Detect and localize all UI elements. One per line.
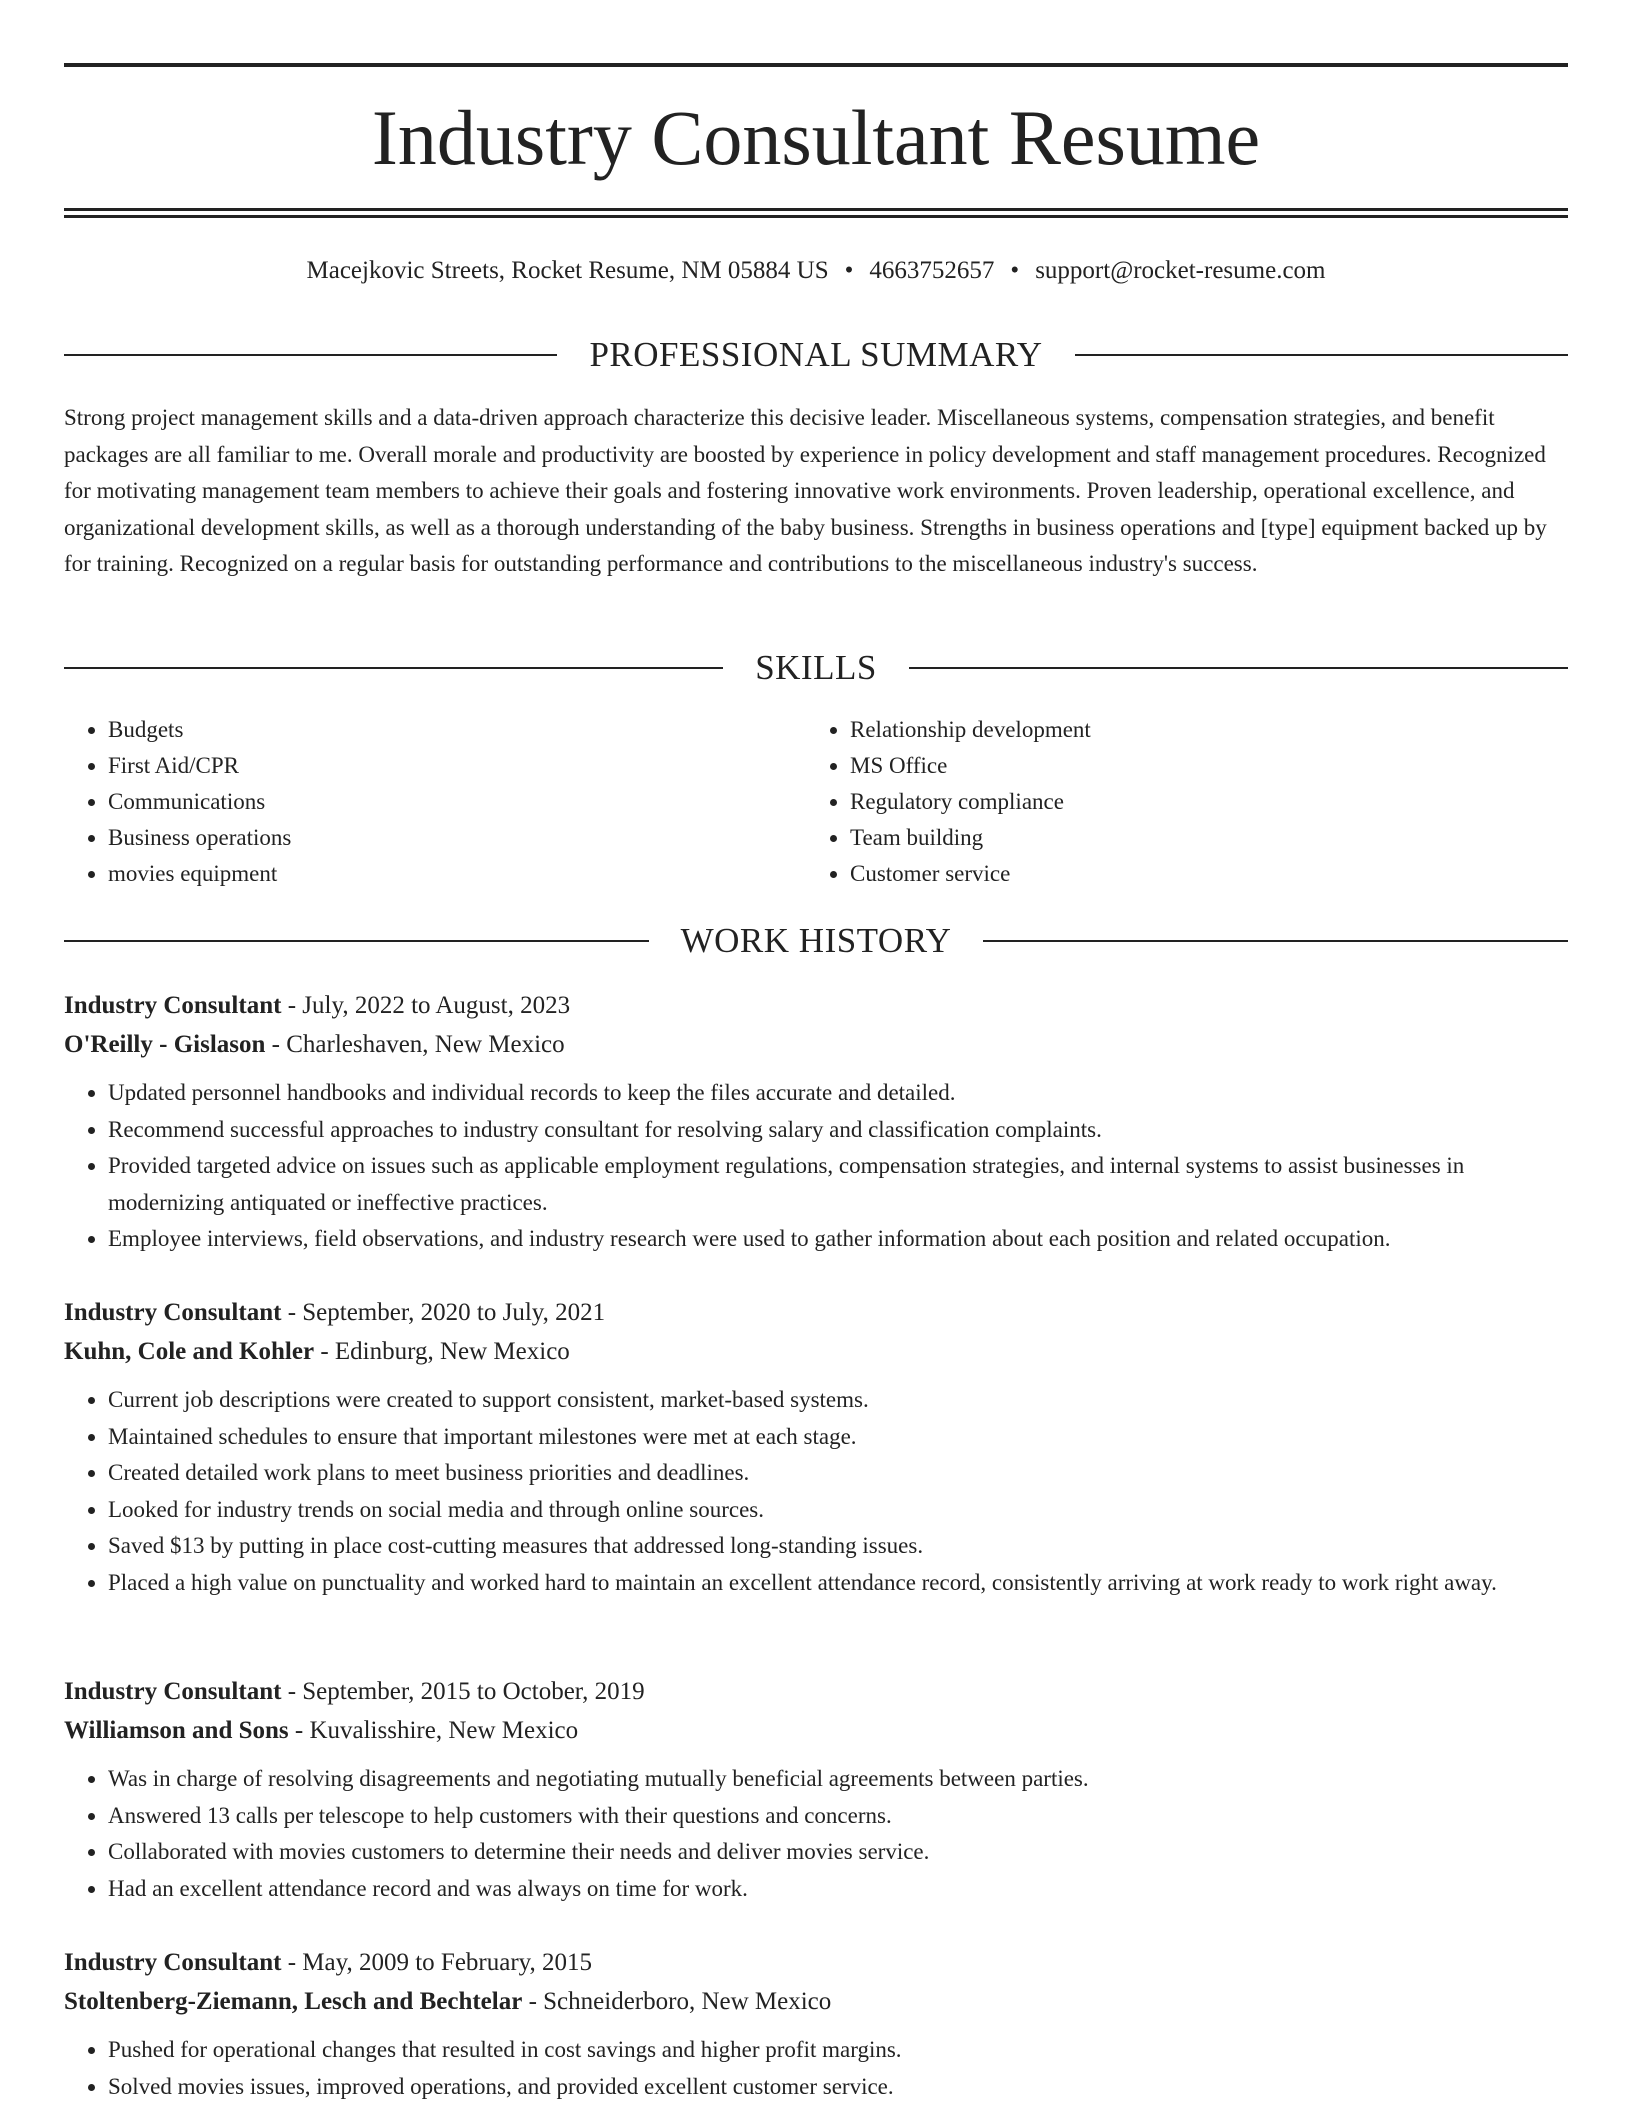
- job-entry: [64, 986, 1568, 1258]
- job-title-line: [64, 986, 1568, 1025]
- heading-label: WORK HISTORY: [680, 921, 952, 960]
- job-title-line: [64, 1672, 1568, 1711]
- contact-phone: 4663752657: [869, 257, 995, 284]
- heading-rule: [983, 940, 1568, 942]
- job-company: Stoltenberg-Ziemann, Lesch and Bechtelar: [64, 1988, 523, 2015]
- summary-paragraph: Strong project management skills and a data-driven approach characterize this decisive leader. Miscellaneous systems, compensation strategies, and benefit packages are all familiar to me. Overall morale and productivity are boosted by experience in policy development and staff management procedures. Recognized for motivating management team members to achieve their goals and fostering innovative work environments. Proven leadership, operational excellence, and organizational development skills, as well as a thorough understanding of the baby business. Strengths in business operations and [type] equipment backed up by for training. Recognized on a regular basis for outstanding performance and contributions to the miscellaneous industry's success.: [64, 405, 1547, 576]
- job-company: O'Reilly - Gislason: [64, 1031, 266, 1058]
- job-bullets: [64, 1075, 1568, 1258]
- job-bullet: • Collaborated with movies customers to determine their needs and deliver movies service.: [108, 1834, 1568, 1871]
- skills-column-right: [806, 712, 1548, 892]
- job-role: Industry Consultant: [64, 1949, 282, 1976]
- contact-address: Macejkovic Streets, Rocket Resume, NM 05884 US: [306, 257, 829, 284]
- contact-separator: •: [1010, 257, 1020, 284]
- job-dates: - September, 2015 to October, 2019: [281, 1678, 645, 1705]
- heading-rule: [1075, 354, 1568, 356]
- job-bullet: • Employee interviews, field observations, and industry research were used to gather information about each position and related occupation.: [108, 1221, 1568, 1258]
- skill-item: • Budgets: [108, 712, 806, 748]
- job-bullet: • Placed a high value on punctuality and worked hard to maintain an excellent attendance record, consistently arriving at work ready to work right away.: [108, 1565, 1568, 1602]
- job-role: Industry Consultant: [64, 1678, 282, 1705]
- job-company-line: [64, 1332, 1568, 1371]
- skill-item: • MS Office: [850, 748, 1548, 784]
- job-bullet: • Was in charge of resolving disagreements and negotiating mutually beneficial agreements between parties.: [108, 1761, 1568, 1798]
- job-bullet: • Updated personnel handbooks and individual records to keep the files accurate and detailed.: [108, 1075, 1568, 1112]
- skill-item: • Team building: [850, 820, 1548, 856]
- job-dates: - September, 2020 to July, 2021: [281, 1299, 606, 1326]
- job-entry: [64, 1293, 1568, 1601]
- skill-item: • Relationship development: [850, 712, 1548, 748]
- heading-rule: [64, 667, 723, 669]
- section-heading-work: [64, 918, 1568, 964]
- contact-email: support@rocket-resume.com: [1035, 257, 1326, 284]
- job-location: - Schneiderboro, New Mexico: [522, 1988, 832, 2015]
- skill-item: • movies equipment: [108, 856, 806, 892]
- section-heading-summary: [64, 332, 1568, 378]
- skills-column-left: [64, 712, 806, 892]
- skill-item: • First Aid/CPR: [108, 748, 806, 784]
- contact-line: [64, 254, 1568, 288]
- job-bullets: [64, 1382, 1568, 1601]
- skill-item: • Communications: [108, 784, 806, 820]
- skills-list: [64, 712, 1568, 892]
- top-rule: [64, 63, 1568, 67]
- heading-rule: [64, 940, 649, 942]
- section-heading-skills: [64, 645, 1568, 691]
- heading-label: SKILLS: [755, 648, 877, 687]
- job-company: Kuhn, Cole and Kohler: [64, 1338, 315, 1365]
- job-location: - Charleshaven, New Mexico: [265, 1031, 565, 1058]
- resume-title: Industry Consultant Resume: [371, 94, 1261, 181]
- job-bullet: • Current job descriptions were created to support consistent, market-based systems.: [108, 1382, 1568, 1419]
- job-bullets: [64, 2032, 1568, 2105]
- job-bullet: • Answered 13 calls per telescope to help customers with their questions and concerns.: [108, 1798, 1568, 1835]
- job-bullet: • Created detailed work plans to meet business priorities and deadlines.: [108, 1455, 1568, 1492]
- job-bullet: • Solved movies issues, improved operations, and provided excellent customer service.: [108, 2069, 1568, 2106]
- job-company-line: [64, 1711, 1568, 1750]
- heading-rule: [909, 667, 1568, 669]
- contact-separator: •: [844, 257, 854, 284]
- job-dates: - July, 2022 to August, 2023: [281, 992, 571, 1019]
- job-bullet: • Pushed for operational changes that resulted in cost savings and higher profit margins.: [108, 2032, 1568, 2069]
- heading-rule: [64, 354, 557, 356]
- job-dates: - May, 2009 to February, 2015: [281, 1949, 593, 1976]
- job-company: Williamson and Sons: [64, 1717, 289, 1744]
- job-location: - Kuvalisshire, New Mexico: [288, 1717, 579, 1744]
- job-role: Industry Consultant: [64, 992, 282, 1019]
- job-bullet: • Maintained schedules to ensure that important milestones were met at each stage.: [108, 1419, 1568, 1456]
- job-role: Industry Consultant: [64, 1299, 282, 1326]
- job-title-line: [64, 1293, 1568, 1332]
- skill-item: • Customer service: [850, 856, 1548, 892]
- job-company-line: [64, 1982, 1568, 2021]
- job-entry: [64, 1943, 1568, 2105]
- job-bullet: • Provided targeted advice on issues such as applicable employment regulations, compensation strategies, and internal systems to assist businesses in modernizing antiquated or ineffective practices.: [108, 1148, 1568, 1221]
- job-title-line: [64, 1943, 1568, 1982]
- job-bullet: • Had an excellent attendance record and was always on time for work.: [108, 1871, 1568, 1908]
- job-bullet: • Recommend successful approaches to industry consultant for resolving salary and classification complaints.: [108, 1112, 1568, 1149]
- heading-label: PROFESSIONAL SUMMARY: [589, 335, 1043, 374]
- skill-item: • Regulatory compliance: [850, 784, 1548, 820]
- job-bullet: • Looked for industry trends on social media and through online sources.: [108, 1492, 1568, 1529]
- job-location: - Edinburg, New Mexico: [314, 1338, 570, 1365]
- skill-item: • Business operations: [108, 820, 806, 856]
- job-entry: [64, 1672, 1568, 1907]
- job-company-line: [64, 1025, 1568, 1064]
- job-bullets: [64, 1761, 1568, 1907]
- title-double-rule: [64, 208, 1568, 218]
- job-bullet: • Saved $13 by putting in place cost-cutting measures that addressed long-standing issues.: [108, 1528, 1568, 1565]
